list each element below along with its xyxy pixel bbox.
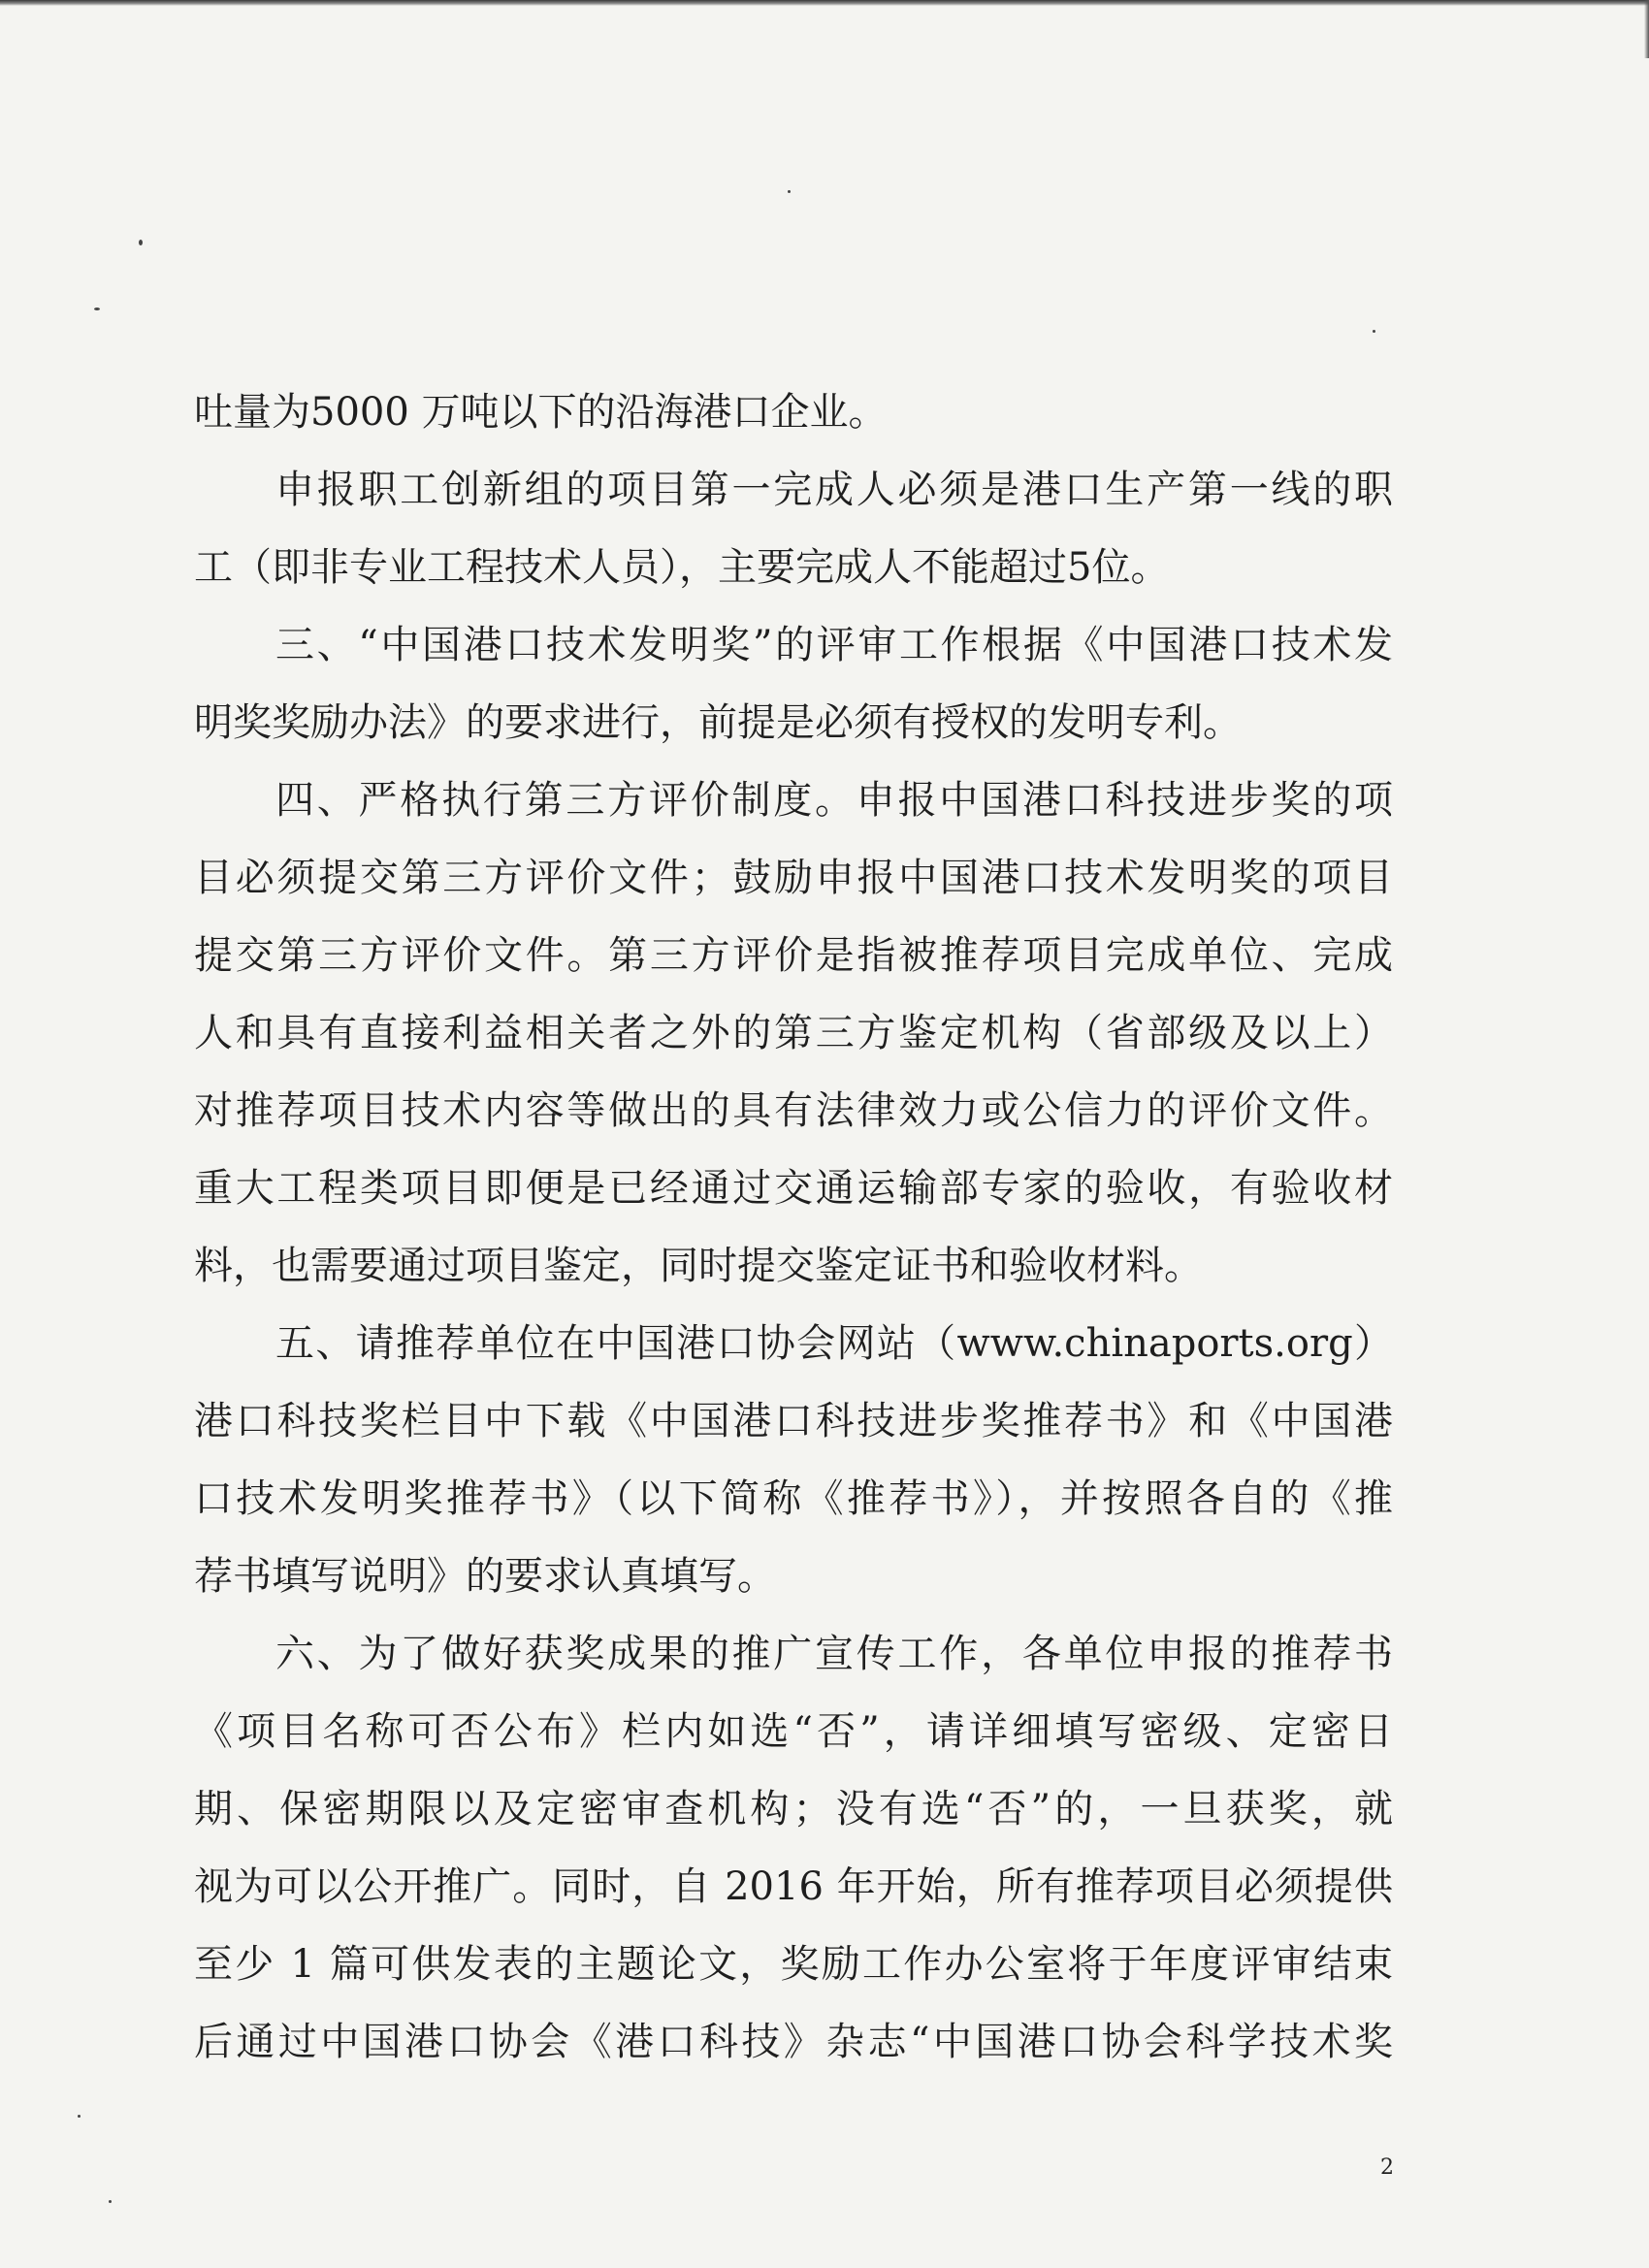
body-line: 期、保密期限以及定密审查机构；没有选“否”的，一旦获奖，就 xyxy=(194,1787,1393,1831)
paragraph-first-line: 三、“中国港口技术发明奖”的评审工作根据《中国港口技术发 xyxy=(275,623,1393,667)
body-line: 港口科技奖栏目中下载《中国港口科技进步奖推荐书》和《中国港 xyxy=(194,1399,1393,1443)
body-line: 《项目名称可否公布》栏内如选“否”，请详细填写密级、定密日 xyxy=(194,1709,1393,1754)
body-line: 对推荐项目技术内容等做出的具有法律效力或公信力的评价文件。 xyxy=(194,1088,1393,1133)
body-line: 目必须提交第三方评价文件；鼓励申报中国港口技术发明奖的项目 xyxy=(194,856,1393,900)
body-line: 吐量为5000 万吨以下的沿海港口企业。 xyxy=(194,390,888,435)
scan-speck xyxy=(1373,330,1375,333)
body-line: 提交第三方评价文件。第三方评价是指被推荐项目完成单位、完成 xyxy=(194,933,1393,978)
body-line: 后通过中国港口协会《港口科技》杂志“中国港口协会科学技术奖 xyxy=(194,2020,1393,2064)
scan-edge-right xyxy=(1644,0,1649,58)
paragraph-first-line: 六、为了做好获奖成果的推广宣传工作，各单位申报的推荐书 xyxy=(275,1632,1393,1676)
paragraph-first-line: 申报职工创新组的项目第一完成人必须是港口生产第一线的职 xyxy=(275,468,1393,512)
document-body xyxy=(194,373,1393,2081)
paragraph-first-line: 四、严格执行第三方评价制度。申报中国港口科技进步奖的项 xyxy=(275,778,1393,823)
body-line: 至少 1 篇可供发表的主题论文，奖励工作办公室将于年度评审结束 xyxy=(194,1942,1393,1987)
body-line: 明奖奖励办法》的要求进行，前提是必须有授权的发明专利。 xyxy=(194,700,1242,745)
scan-speck xyxy=(109,2200,112,2203)
body-line: 重大工程类项目即便是已经通过交通运输部专家的验收，有验收材 xyxy=(194,1166,1393,1211)
body-line: 口技术发明奖推荐书》（以下简称《推荐书》），并按照各自的《推 xyxy=(194,1476,1393,1521)
body-line: 料，也需要通过项目鉴定，同时提交鉴定证书和验收材料。 xyxy=(194,1244,1203,1288)
scan-speck xyxy=(139,240,143,245)
page-number: 2 xyxy=(1380,2155,1394,2180)
body-line: 视为可以公开推广。同时，自 2016 年开始，所有推荐项目必须提供 xyxy=(194,1864,1393,1909)
body-line: 荐书填写说明》的要求认真填写。 xyxy=(194,1554,776,1599)
scan-speck xyxy=(78,2115,81,2118)
paragraph-first-line: 五、请推荐单位在中国港口协会网站（www.chinaports.org） xyxy=(275,1321,1393,1366)
scan-edge-top xyxy=(0,0,1649,6)
scan-speck xyxy=(94,308,100,310)
body-line: 工（即非专业工程技术人员），主要完成人不能超过5位。 xyxy=(194,545,1170,590)
body-line: 人和具有直接利益相关者之外的第三方鉴定机构（省部级及以上） xyxy=(194,1011,1393,1055)
scan-speck xyxy=(788,190,791,193)
